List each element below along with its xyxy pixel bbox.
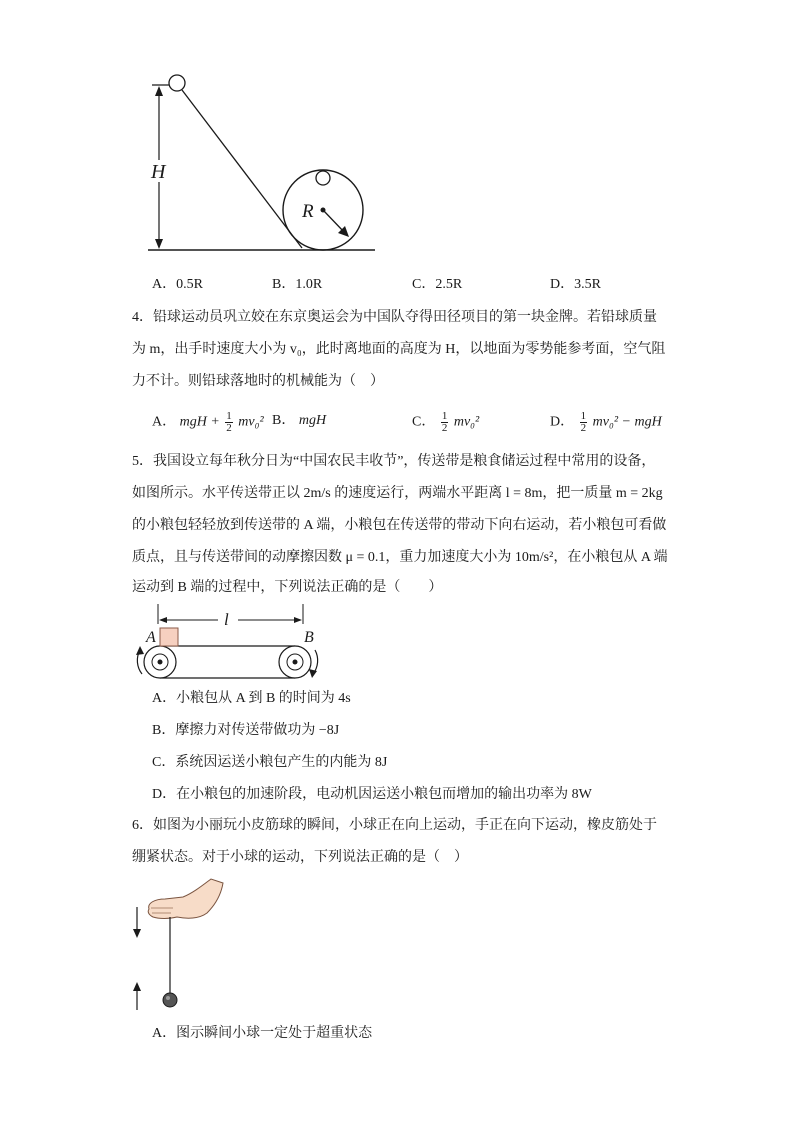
- q4-option-d: [550, 411, 662, 434]
- q4-option-c-fraction: [441, 411, 449, 434]
- q3-option-c: C．2.5R: [412, 277, 463, 292]
- q5-conveyor-figure: [128, 602, 328, 684]
- q5-stem-line5: 运动到 B 端的过程中，下列说法正确的是（ ）: [132, 580, 443, 595]
- q3-option-a: A．0.5R: [152, 277, 203, 292]
- q5-stem-line4: 质点，且与传送带间的动摩擦因数 μ = 0.1，重力加速度大小为 10m/s²，在小粮包从 A 端: [132, 550, 668, 565]
- incline-track: [182, 90, 302, 248]
- q3-option-d: D．3.5R: [550, 277, 601, 292]
- fraction-numerator: 1: [226, 410, 232, 422]
- q3-option-b: B．1.0R: [272, 277, 323, 292]
- q5-stem-line3: 的小粮包轻轻放到传送带的 A 端，小粮包在传送带的带动下向右运动，若小粮包可看做: [132, 518, 667, 533]
- q5-option-d: D．在小粮包的加速阶段，电动机因运送小粮包而增加的输出功率为 8W: [152, 787, 592, 802]
- q5-stem-line2: 如图所示。水平传送带正以 2m/s 的速度运行，两端水平距离 l = 8m，把一质量 m = 2kg: [132, 486, 663, 501]
- q4-option-c: [412, 411, 479, 434]
- fraction-denominator: 2: [580, 422, 587, 434]
- q4-option-d-fraction: [580, 411, 588, 434]
- grain-bag: [160, 628, 178, 646]
- fraction-denominator: 2: [441, 422, 448, 434]
- q4-option-a-label: A．: [152, 414, 177, 430]
- q4-option-b: [272, 411, 326, 431]
- fraction-denominator: 2: [226, 422, 232, 434]
- q6-option-a: A．图示瞬间小球一定处于超重状态: [152, 1026, 373, 1041]
- label-l: l: [224, 610, 229, 629]
- ball-loop: [316, 171, 330, 185]
- q4-stem-line2: 为 m，出手时速度大小为 v₀，此时离地面的高度为 H，以地面为零势能参考面，空气阻: [132, 342, 666, 357]
- fraction-numerator: 1: [580, 410, 587, 422]
- hand: [148, 879, 223, 919]
- q4-stem-line3: 力不计。则铅球落地时的机械能为（ ）: [132, 374, 384, 389]
- q6-stem-line1: 6．如图为小丽玩小皮筋球的瞬间，小球正在向上运动，手正在向下运动，橡皮筋处于: [132, 818, 657, 833]
- q6-stem-line2: 绷紧状态。对于小球的运动，下列说法正确的是（ ）: [132, 850, 468, 865]
- q4-option-c-label: C．: [412, 414, 436, 430]
- q4-option-d-label: D．: [550, 414, 575, 430]
- q4-option-a-fraction: [225, 411, 233, 434]
- fraction-numerator: 1: [441, 410, 448, 422]
- q5-stem-line1: 5．我国设立每年秋分日为“中国农民丰收节”，传送带是粮食储运过程中常用的设备，: [132, 454, 656, 469]
- q4-option-d-post: mv₀² − mgH: [592, 414, 662, 430]
- q5-option-b: B．摩擦力对传送带做功为 −8J: [152, 723, 340, 738]
- label-H: H: [151, 161, 166, 183]
- q4-option-b-value: mgH: [298, 413, 327, 428]
- label-B: B: [304, 629, 314, 646]
- q4-stem-line1: 4．铅球运动员巩立姣在东京奥运会为中国队夺得田径项目的第一块金牌。若铅球质量: [132, 310, 657, 325]
- q5-option-a: A．小粮包从 A 到 B 的时间为 4s: [152, 691, 351, 706]
- q4-option-a-pre: mgH +: [179, 414, 220, 430]
- q4-option-a-post: mv₀²: [238, 414, 264, 430]
- ball-top: [169, 75, 185, 91]
- q4-option-c-post: mv₀²: [453, 414, 480, 430]
- rubber-ball: [163, 993, 177, 1007]
- q5-option-c: C．系统因运送小粮包产生的内能为 8J: [152, 755, 388, 770]
- q4-option-a: [152, 411, 264, 434]
- q6-rubber-ball-figure: [125, 875, 235, 1015]
- label-R: R: [302, 201, 314, 222]
- q3-figure: [140, 70, 390, 255]
- label-A: A: [146, 629, 156, 646]
- q4-option-b-label: B．: [272, 413, 296, 428]
